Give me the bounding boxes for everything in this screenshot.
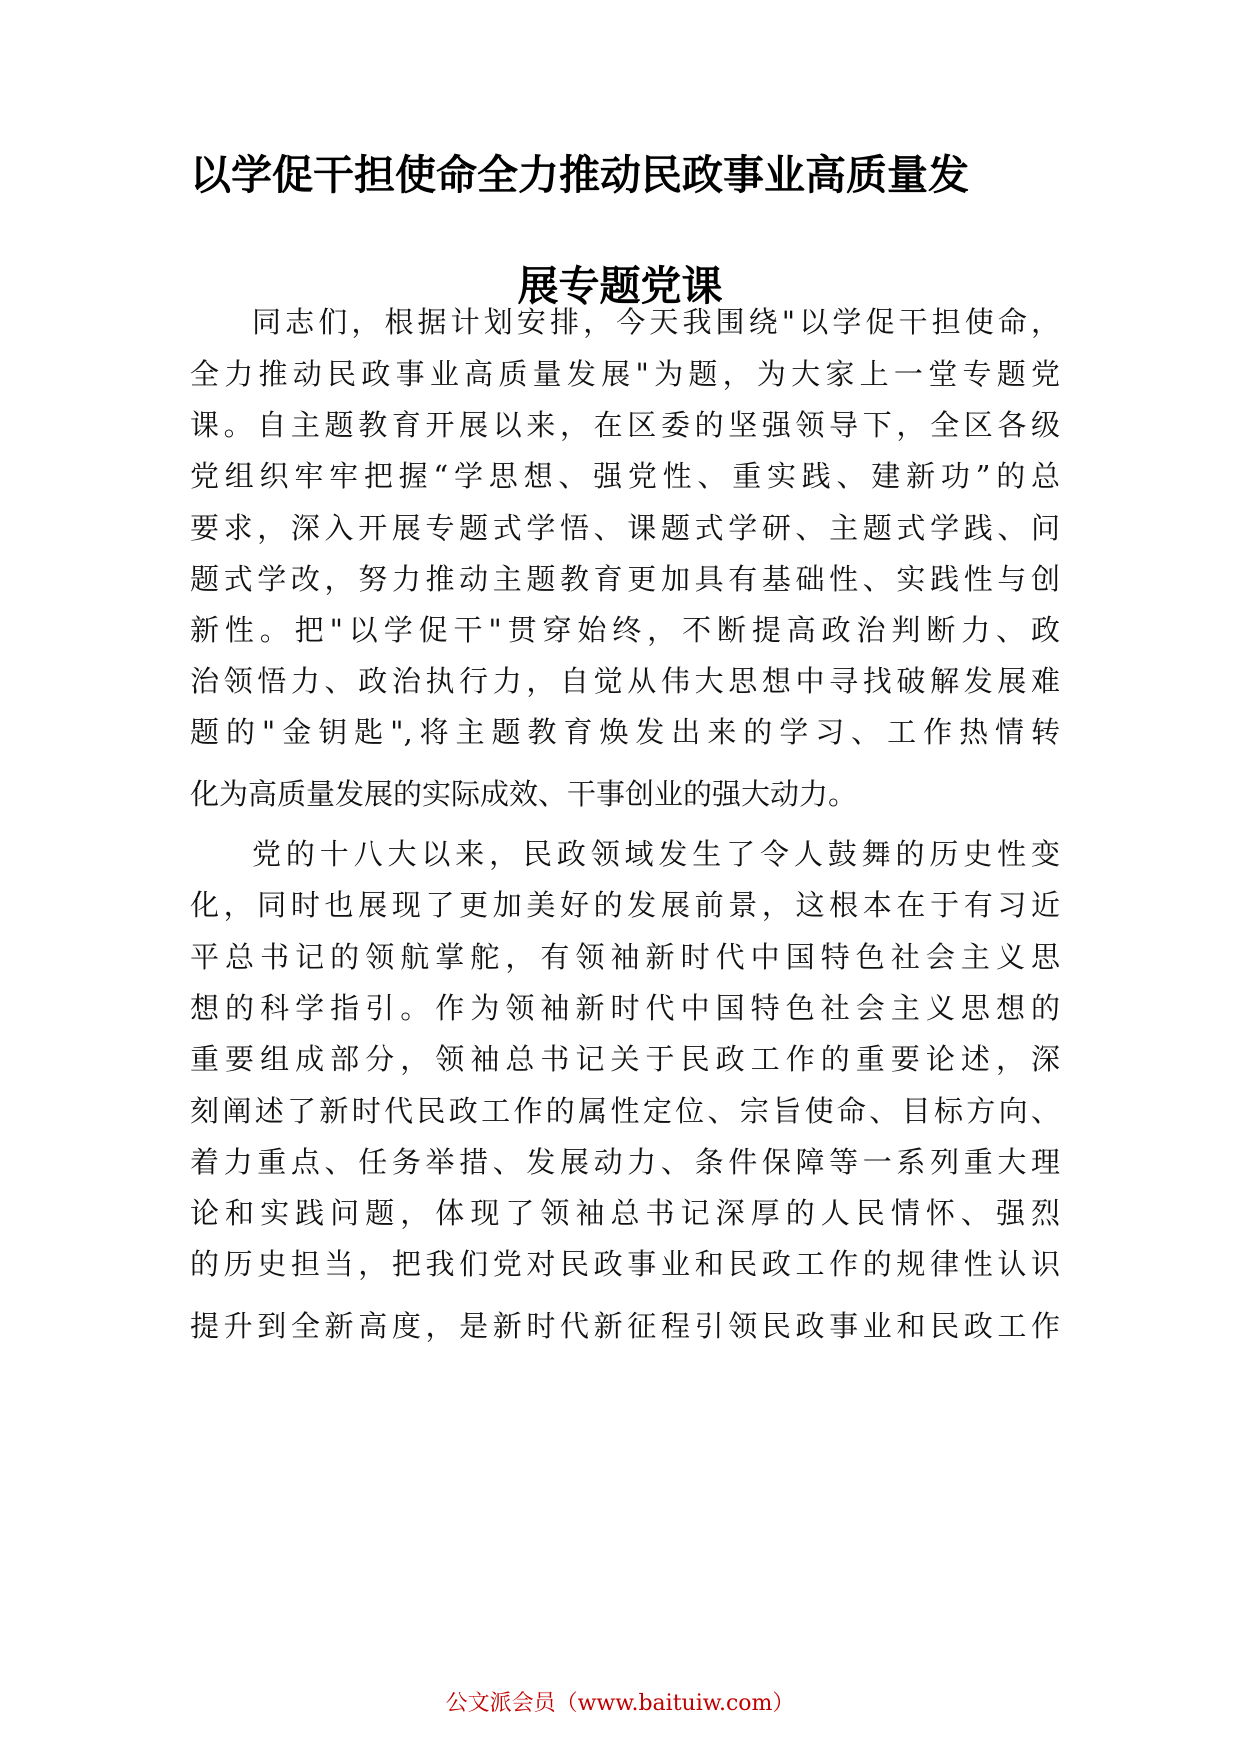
paragraph-1-line: 题式学改，努力推动主题教育更加具有基础性、实践性与创 xyxy=(190,562,1060,596)
paragraph-1-line: 要求，深入开展专题式学悟、课题式学研、主题式学践、问 xyxy=(190,511,1060,545)
paragraph-1-line: 题的"金钥匙",将主题教育焕发出来的学习、工作热情转 xyxy=(190,715,1060,749)
paragraph-1-line: 新性。把"以学促干"贯穿始终，不断提高政治判断力、政 xyxy=(190,613,1060,647)
paragraph-2-line: 党的十八大以来，民政领域发生了令人鼓舞的历史性变 xyxy=(252,837,1060,871)
paragraph-2-line: 的历史担当，把我们党对民政事业和民政工作的规律性认识 xyxy=(190,1247,1060,1281)
paragraph-1-line: 课。自主题教育开展以来，在区委的坚强领导下，全区各级 xyxy=(190,408,1060,442)
paragraph-1-line: 党组织牢牢把握“学思想、强党性、重实践、建新功”的总 xyxy=(190,459,1060,493)
paragraph-2-line: 着力重点、任务举措、发展动力、条件保障等一系列重大理 xyxy=(190,1145,1060,1179)
paragraph-2-line: 重要组成部分，领袖总书记关于民政工作的重要论述，深 xyxy=(190,1042,1060,1076)
paragraph-1-line: 全力推动民政事业高质量发展"为题，为大家上一堂专题党 xyxy=(190,357,1060,391)
paragraph-2-line: 想的科学指引。作为领袖新时代中国特色社会主义思想的 xyxy=(190,991,1060,1025)
paragraph-2-line: 刻阐述了新时代民政工作的属性定位、宗旨使命、目标方向、 xyxy=(190,1094,1060,1128)
paragraph-1-line: 同志们，根据计划安排，今天我围绕"以学促干担使命， xyxy=(252,305,1060,339)
paragraph-2-line: 化，同时也展现了更加美好的发展前景，这根本在于有习近 xyxy=(190,888,1060,922)
paragraph-2-line: 论和实践问题，体现了领袖总书记深厚的人民情怀、强烈 xyxy=(190,1196,1060,1230)
document-title-line-2: 展专题党课 xyxy=(517,262,723,310)
paragraph-1-line: 化为高质量发展的实际成效、干事创业的强大动力。 xyxy=(190,777,858,811)
paragraph-2-line: 提升到全新高度，是新时代新征程引领民政事业和民政工作 xyxy=(190,1309,1060,1343)
paragraph-2-line: 平总书记的领航掌舵，有领袖新时代中国特色社会主义思 xyxy=(190,940,1060,974)
footer-watermark: 公文派会员（www.baituiw.com） xyxy=(445,1691,795,1716)
document-title-line-1: 以学促干担使命全力推动民政事业高质量发 xyxy=(190,151,969,199)
paragraph-1-line: 治领悟力、政治执行力，自觉从伟大思想中寻找破解发展难 xyxy=(190,664,1060,698)
